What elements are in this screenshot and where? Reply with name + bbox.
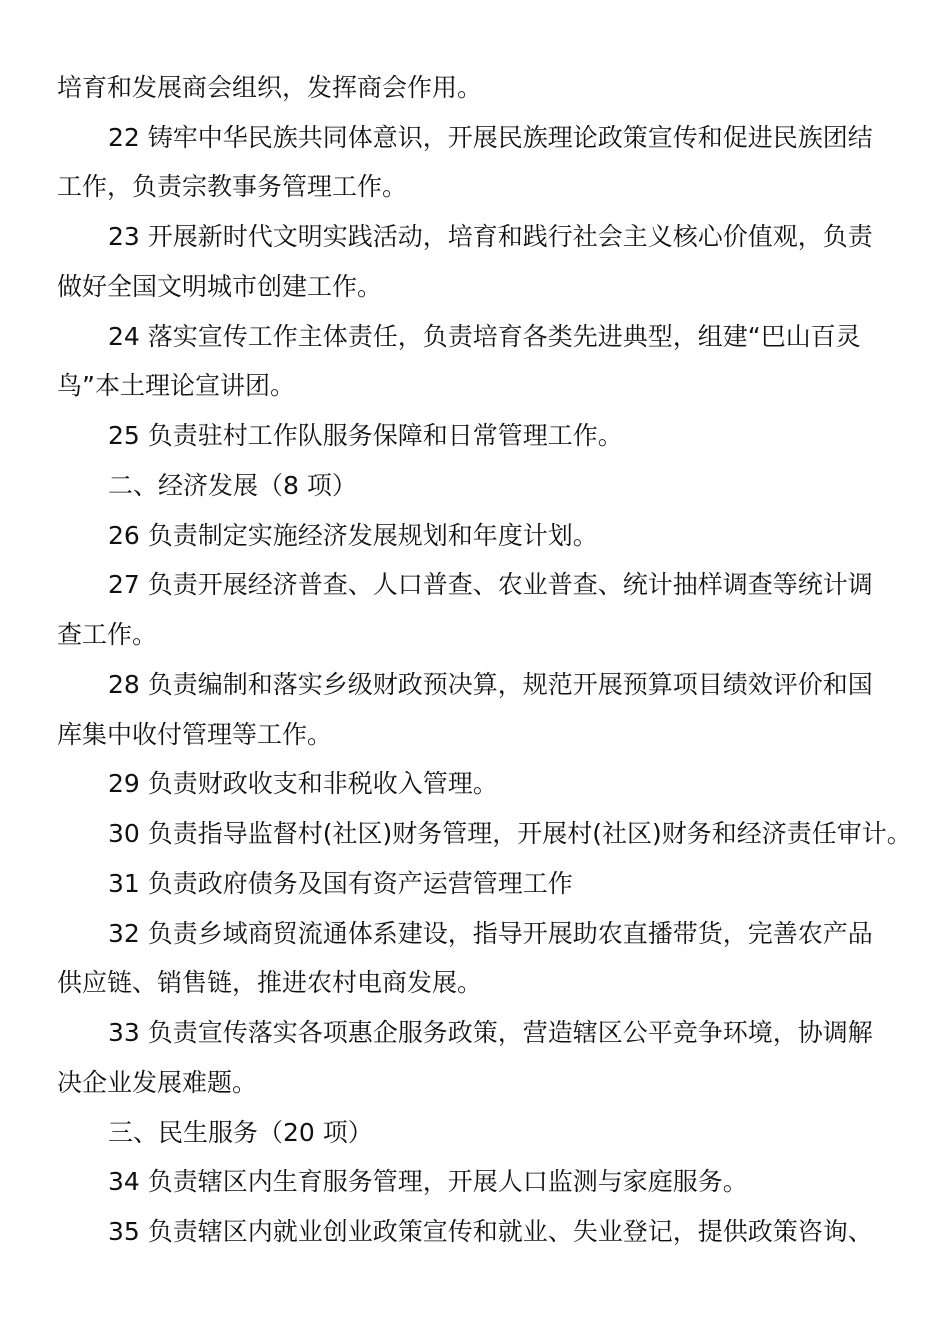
section-heading: 三、民生服务（20 项） (108, 1118, 373, 1147)
text-line: 22 铸牢中华民族共同体意识，开展民族理论政策宣传和促进民族团结 (108, 123, 873, 152)
text-line: 工作，负责宗教事务管理工作。 (57, 172, 408, 201)
text-line: 30 负责指导监督村(社区)财务管理，开展村(社区)财务和经济责任审计。 (108, 819, 912, 848)
text-line: 34 负责辖区内生育服务管理，开展人口监测与家庭服务。 (108, 1167, 748, 1196)
text-line: 供应链、销售链，推进农村电商发展。 (57, 968, 483, 997)
text-line: 做好全国文明城市创建工作。 (57, 272, 383, 301)
text-line: 鸟”本土理论宣讲团。 (57, 371, 295, 400)
text-line: 29 负责财政收支和非税收入管理。 (108, 769, 498, 798)
text-line: 25 负责驻村工作队服务保障和日常管理工作。 (108, 421, 623, 450)
text-line: 24 落实宣传工作主体责任，负责培育各类先进典型，组建“巴山百灵 (108, 322, 861, 351)
text-line: 35 负责辖区内就业创业政策宣传和就业、失业登记，提供政策咨询、 (108, 1217, 873, 1246)
text-line: 27 负责开展经济普查、人口普查、农业普查、统计抽样调查等统计调 (108, 570, 873, 599)
text-line: 库集中收付管理等工作。 (57, 720, 333, 749)
section-heading: 二、经济发展（8 项） (108, 471, 357, 500)
text-line: 28 负责编制和落实乡级财政预决算，规范开展预算项目绩效评价和国 (108, 670, 873, 699)
text-line: 32 负责乡域商贸流通体系建设，指导开展助农直播带货，完善农产品 (108, 919, 873, 948)
text-line: 26 负责制定实施经济发展规划和年度计划。 (108, 521, 598, 550)
text-line: 决企业发展难题。 (57, 1068, 258, 1097)
text-line: 查工作。 (57, 620, 158, 649)
text-line: 培育和发展商会组织，发挥商会作用。 (57, 73, 483, 102)
text-line: 33 负责宣传落实各项惠企服务政策，营造辖区公平竞争环境，协调解 (108, 1018, 873, 1047)
text-line: 31 负责政府债务及国有资产运营管理工作 (108, 869, 573, 898)
text-line: 23 开展新时代文明实践活动，培育和践行社会主义核心价值观，负责 (108, 222, 873, 251)
